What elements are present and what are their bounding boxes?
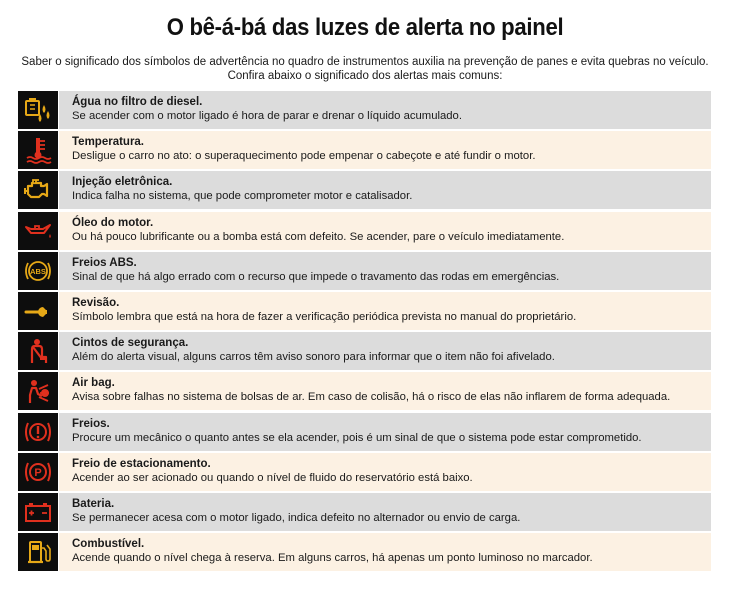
alert-row-water-in-fuel — [18, 91, 711, 129]
alert-row-service — [18, 292, 711, 330]
alert-row-brake — [18, 413, 711, 451]
temperature-icon — [18, 131, 58, 169]
alert-label: Freios. — [72, 417, 110, 430]
oil-can-icon — [18, 212, 58, 250]
alert-description: Acende quando o nível chega à reserva. Em alguns carros, há apenas um ponto luminoso no marcador. — [72, 552, 593, 565]
page-title: O bê-á-bá das luzes de alerta no painel — [166, 14, 564, 41]
alert-label: Injeção eletrônica. — [72, 176, 173, 189]
water-in-fuel-icon — [18, 91, 58, 129]
page-subtitle — [10, 55, 720, 83]
alert-row-battery — [18, 493, 711, 531]
abs-icon — [18, 252, 58, 290]
svg-text:P: P — [34, 466, 42, 479]
wrench-icon — [18, 292, 58, 330]
alert-label: Bateria. — [72, 497, 115, 510]
alert-description: Se acender com o motor ligado é hora de parar e drenar o líquido acumulado. — [72, 110, 462, 122]
alert-row-oil — [18, 212, 711, 250]
brake-warning-icon — [18, 413, 58, 451]
alert-row-fuel — [18, 533, 711, 571]
alert-row-engine-check — [18, 171, 711, 209]
alert-label: Freios ABS. — [72, 256, 137, 269]
subtitle-line-2: Confira abaixo o significado dos alertas mais comuns: — [227, 70, 503, 82]
alert-description: Símbolo lembra que está na hora de fazer a verificação periódica prevista no manual do proprietário. — [72, 310, 577, 323]
alert-description: Desligue o carro no ato: o superaquecimento pode empenar o cabeçote e até fundir o motor. — [72, 150, 536, 163]
subtitle-line-1: Saber o significado dos símbolos de advertência no quadro de instrumentos auxilia na prevenção de panes e evita quebras no veículo. — [21, 56, 709, 68]
alert-description: Se permanecer acesa com o motor ligado, indica defeito no alternador ou envio de carga. — [72, 511, 521, 524]
alert-label: Água no filtro de diesel. — [72, 96, 203, 108]
airbag-icon — [18, 372, 58, 410]
alert-label: Combustível. — [72, 538, 145, 551]
alert-description: Avisa sobre falhas no sistema de bolsas de ar. Em caso de colisão, há o risco de elas não inflarem de forma adequada. — [72, 391, 671, 404]
alert-description: Indica falha no sistema, que pode comprometer motor e catalisador. — [72, 190, 413, 203]
alert-list — [18, 91, 711, 573]
alert-row-seatbelt — [18, 332, 711, 370]
alert-label: Air bag. — [72, 377, 115, 390]
alert-label: Revisão. — [72, 296, 120, 309]
engine-check-icon — [18, 171, 58, 209]
alert-description: Além do alerta visual, alguns carros têm aviso sonoro para informar que o item não foi afivelado. — [72, 351, 555, 364]
seatbelt-icon — [18, 332, 58, 370]
alert-label: Óleo do motor. — [72, 216, 154, 229]
fuel-pump-icon — [18, 533, 58, 571]
alert-row-temperature — [18, 131, 711, 169]
battery-icon — [18, 493, 58, 531]
alert-description: Procure um mecânico o quanto antes se ela acender, pois é um sinal de que o sistema pode estar comprometido. — [72, 431, 642, 444]
alert-row-abs — [18, 252, 711, 290]
alert-row-parking-brake — [18, 453, 711, 491]
alert-description: Acender ao ser acionado ou quando o nível de fluido do reservatório está baixo. — [72, 471, 473, 484]
alert-row-airbag — [18, 372, 711, 410]
alert-label: Freio de estacionamento. — [72, 457, 211, 470]
alert-description: Sinal de que há algo errado com o recurso que impede o travamento das rodas em emergências. — [72, 270, 560, 283]
alert-description: Ou há pouco lubrificante ou a bomba está com defeito. Se acender, pare o veículo imediatamente. — [72, 230, 565, 243]
alert-label: Cintos de segurança. — [72, 337, 189, 350]
svg-text:ABS: ABS — [30, 266, 46, 276]
alert-label: Temperatura. — [72, 136, 145, 149]
parking-brake-icon — [18, 453, 58, 491]
